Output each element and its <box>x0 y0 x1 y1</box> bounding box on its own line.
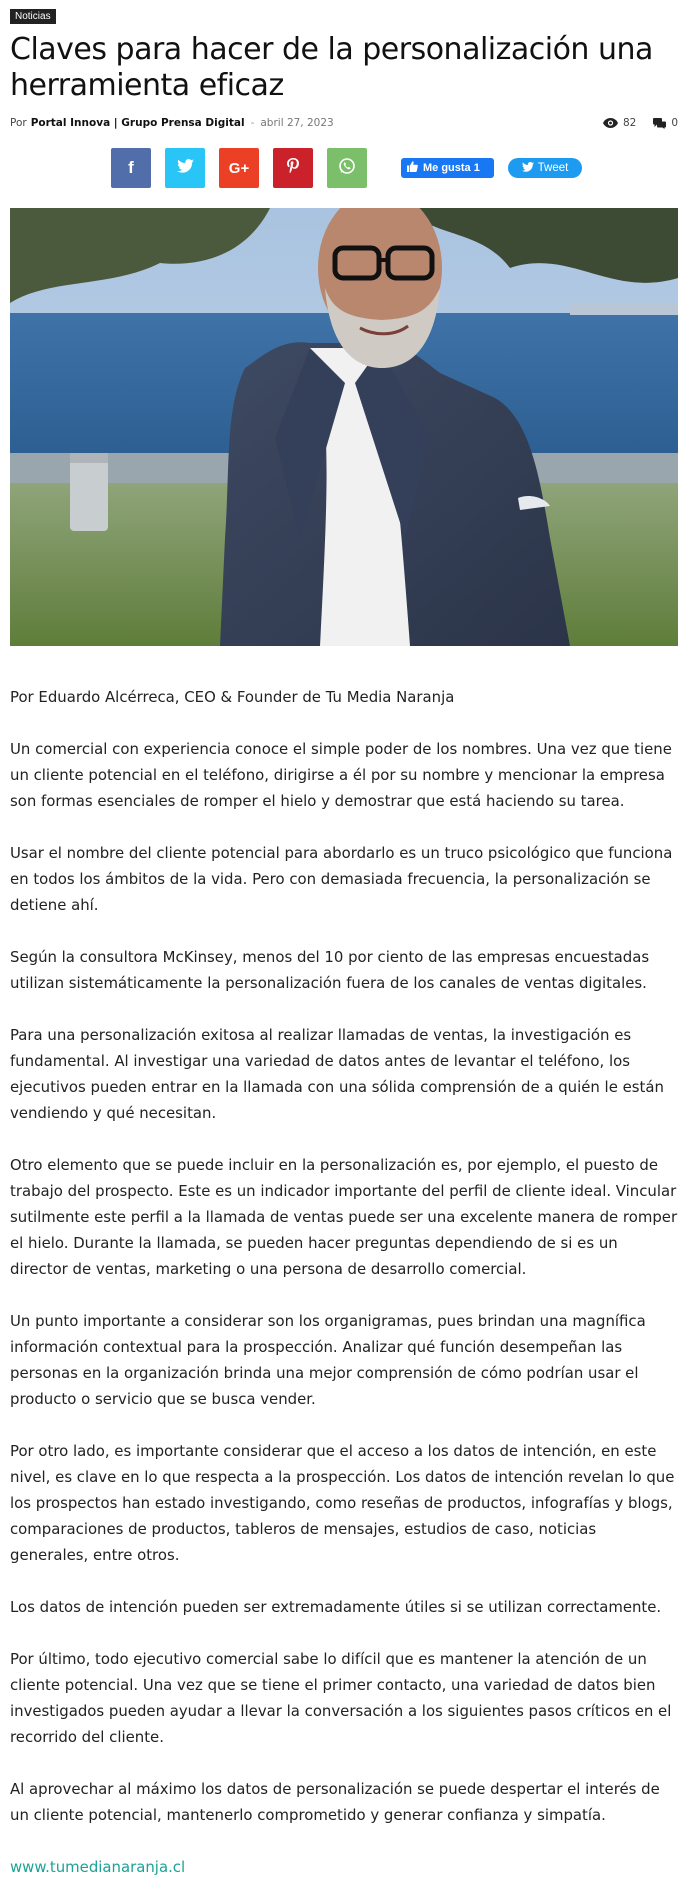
meta-stats <box>603 117 678 129</box>
share-buttons <box>0 148 688 188</box>
whatsapp-share-button[interactable] <box>327 148 367 188</box>
author-link[interactable]: Portal Innova | Grupo Prensa Digital <box>30 117 245 129</box>
article-byline-paragraph: Por Eduardo Alcérreca, CEO & Founder de Tu Media Naranja <box>10 688 455 706</box>
category-badge[interactable]: Noticias <box>10 9 56 24</box>
tweet-button[interactable] <box>508 158 582 178</box>
views-count: 82 <box>622 117 637 129</box>
facebook-share-button[interactable] <box>111 148 151 188</box>
article-paragraph: Un comercial con experiencia conoce el simple poder de los nombres. Una vez que tiene un cliente potencial en el teléfono, dirigirse a él por su nombre y mencionar la empresa son formas esenciales de romper el hielo y demostrar que está haciendo su tarea. <box>10 740 672 810</box>
comments-icon[interactable] <box>653 118 666 129</box>
article-paragraph: Al aprovechar al máximo los datos de personalización se puede despertar el interés de un cliente potencial, mantenerlo comprometido y generar confianza y simpatía. <box>10 1780 660 1824</box>
article-paragraph: Según la consultora McKinsey, menos del 10 por ciento de las empresas encuestadas utilizan sistemáticamente la personalización fuera de los canales de ventas digitales. <box>10 948 650 992</box>
article-paragraph: Para una personalización exitosa al realizar llamadas de ventas, la investigación es fundamental. Al investigar una variedad de datos antes de levantar el teléfono, los ejecutivos pueden entrar en la llamada con una sólida comprensión de a quién le están vendiendo y qué necesitan. <box>10 1026 664 1122</box>
like-label: Me gusta 1 <box>423 162 480 174</box>
site-link[interactable]: www.tumedianaranja.cl <box>10 1858 186 1876</box>
site-link-paragraph <box>10 1854 678 1880</box>
googleplus-icon: G+ <box>228 159 250 177</box>
comments-count[interactable]: 0 <box>671 117 678 129</box>
twitter-share-button[interactable] <box>165 148 205 188</box>
facebook-icon: f <box>128 158 134 177</box>
article-paragraph: Los datos de intención pueden ser extremadamente útiles si se utilizan correctamente. <box>10 1598 662 1616</box>
googleplus-share-button[interactable] <box>219 148 259 188</box>
article-paragraph: Otro elemento que se puede incluir en la personalización es, por ejemplo, el puesto de trabajo del prospecto. Este es un indicador importante del perfil de cliente ideal. Vincular sutilmente este perfil a la llamada de ventas puede ser una excelente manera de romper el hielo. Durante la llamada, se pueden hacer preguntas dependiendo de si es un director de ventas, marketing o una persona de desarrollo comercial. <box>10 1156 678 1278</box>
whatsapp-icon <box>338 157 356 180</box>
article-paragraph: Por otro lado, es importante considerar que el acceso a los datos de intención, en este nivel, es clave en lo que respecta a la prospección. Los datos de intención revelan lo que los prospectos han estado investigando, como reseñas de productos, infografías y blogs, comparaciones de productos, tableros de mensajes, estudios de caso, noticias generales, entre otros. <box>10 1442 675 1564</box>
article-featured-image <box>10 208 678 646</box>
article-title: Claves para hacer de la personalización una herramienta eficaz <box>10 32 653 103</box>
article-paragraph: Un punto importante a considerar son los organigramas, pues brindan una magnífica información contextual para la prospección. Analizar qué función desempeñan las personas en la organización brinda una mejor comprensión de cómo podrían usar el producto o servicio que se busca vender. <box>10 1312 646 1408</box>
thumbs-up-icon <box>407 161 418 175</box>
twitter-bird-icon <box>522 162 534 175</box>
by-label: Por <box>10 117 27 129</box>
article-paragraph: Usar el nombre del cliente potencial para abordarlo es un truco psicológico que funciona en todos los ámbitos de la vida. Pero con demasiada frecuencia, la personalización se detiene ahí. <box>10 844 673 914</box>
publish-date: abril 27, 2023 <box>260 117 334 129</box>
article-meta <box>10 115 678 131</box>
article-paragraph: Por último, todo ejecutivo comercial sabe lo difícil que es mantener la atención de un cliente potencial. Una vez que se tiene el primer contacto, una variedad de datos bien investigados pueden ayudar a llevar la conversación a los siguientes pasos críticos en el recorrido del cliente. <box>10 1650 672 1746</box>
twitter-icon <box>177 159 194 178</box>
eye-icon <box>603 118 618 128</box>
meta-separator: - <box>250 117 255 129</box>
tweet-label: Tweet <box>537 162 569 174</box>
article-body <box>10 684 678 1887</box>
pinterest-share-button[interactable] <box>273 148 313 188</box>
pinterest-icon <box>287 158 299 179</box>
facebook-like-button[interactable] <box>401 158 494 178</box>
